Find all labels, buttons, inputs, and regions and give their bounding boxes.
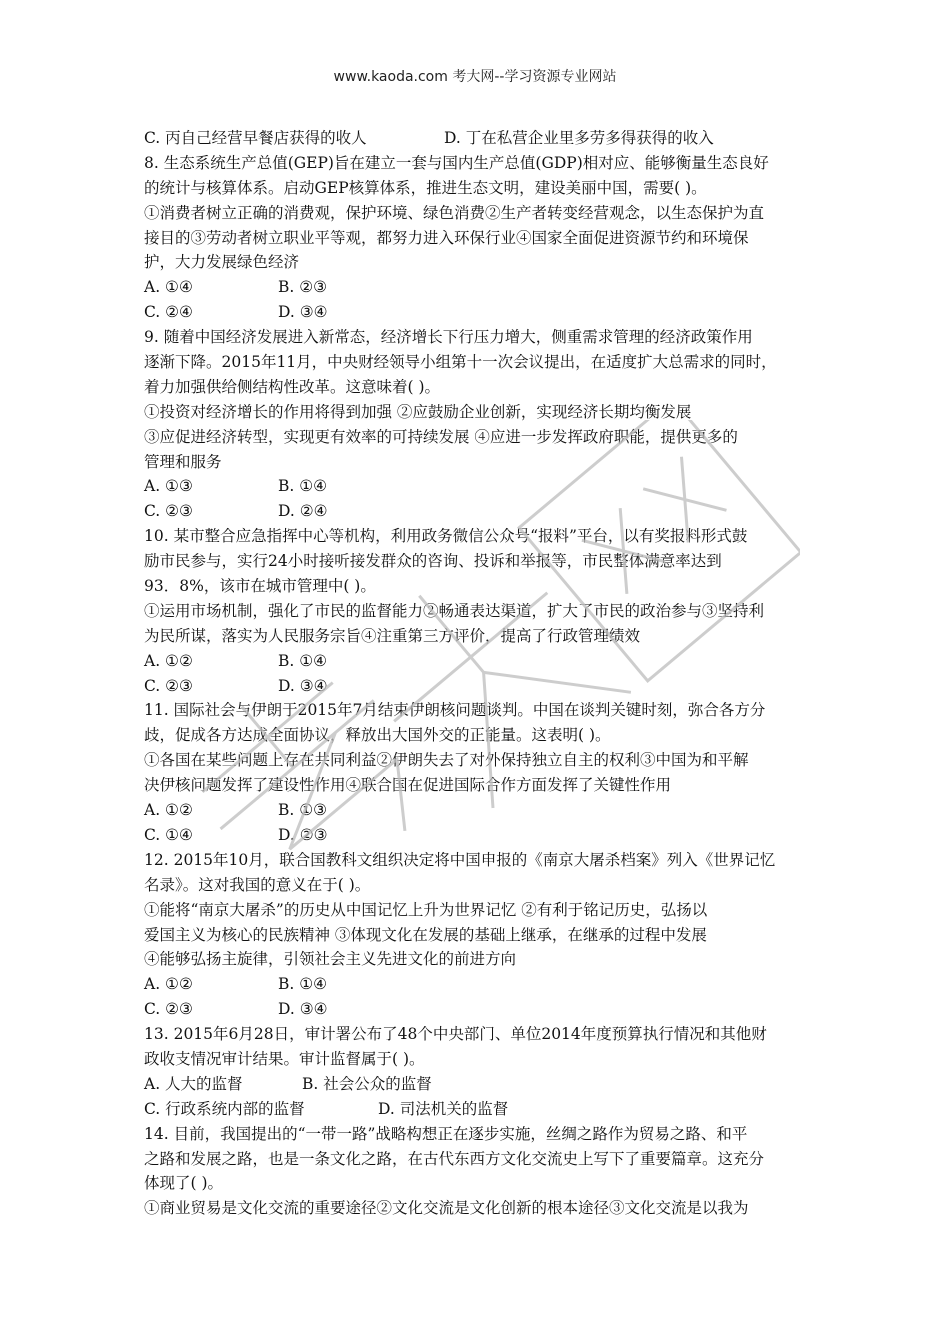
text-line: 8. 生态系统生产总值(GEP)旨在建立一套与国内生产总值(GDP)相对应、能够衡量生态良好 xyxy=(144,153,769,172)
answer-option: A. ①② xyxy=(144,975,193,994)
answer-option: C. ②③ xyxy=(144,676,193,695)
text-line: 接目的③劳动者树立职业平等观，都努力进入环保行业④国家全面促进资源节约和环境保 xyxy=(144,228,749,247)
page-header: www.kaoda.com 考大网--学习资源专业网站 xyxy=(333,69,617,85)
text-line: 9. 随着中国经济发展进入新常态，经济增长下行压力增大，侧重需求管理的经济政策作用 xyxy=(144,328,753,347)
text-line: ①消费者树立正确的消费观，保护环境、绿色消费②生产者转变经营观念，以生态保护为直 xyxy=(144,203,765,222)
text-line: 决伊核问题发挥了建设性作用④联合国在促进国际合作方面发挥了关键性作用 xyxy=(144,776,672,795)
text-line: 的统计与核算体系。启动GEP核算体系，推进生态文明，建设美丽中国，需要( )。 xyxy=(144,178,707,197)
answer-option: C. 行政系统内部的监督 xyxy=(144,1099,305,1118)
answer-option: D. 丁在私营企业里多劳多得获得的收入 xyxy=(444,129,714,147)
text-line: 爱国主义为核心的民族精神 ③体现文化在发展的基础上继承，在继承的过程中发展 xyxy=(144,925,707,944)
text-line: 护，大力发展绿色经济 xyxy=(144,253,300,272)
answer-options-row xyxy=(144,474,814,499)
answer-option: A. ①③ xyxy=(144,477,193,496)
text-line: ①能将“南京大屠杀”的历史从中国记忆上升为世界记忆 ②有利于铭记历史，弘扬以 xyxy=(144,900,708,919)
text-line: 管理和服务 xyxy=(144,452,222,471)
text-line: 逐渐下降。2015年11月，中央财经领导小组第十一次会议提出，在适度扩大总需求的同时， xyxy=(144,353,777,372)
answer-options-row xyxy=(144,997,814,1022)
answer-options-row xyxy=(144,1072,814,1097)
text-line: 政收支情况审计结果。审计监督属于( )。 xyxy=(144,1049,425,1068)
answer-option: C. 丙自己经营早餐店获得的收人 xyxy=(144,129,367,147)
answer-options-row xyxy=(144,972,814,997)
text-line: 13. 2015年6月28日，审计署公布了48个中央部门、单位2014年度预算执行情况和其他财 xyxy=(144,1025,767,1044)
answer-option: B. ①③ xyxy=(278,801,328,820)
answer-option: D. ②③ xyxy=(278,825,328,844)
answer-option: C. ②③ xyxy=(144,1000,193,1019)
answer-options-row xyxy=(144,674,814,699)
answer-options-row xyxy=(144,823,814,848)
answer-options-row xyxy=(144,798,814,823)
answer-option: B. ①④ xyxy=(278,975,328,994)
text-line: ①运用市场机制，强化了市民的监督能力②畅通表达渠道，扩大了市民的政治参与③坚持利 xyxy=(144,601,765,620)
answer-option: B. ①④ xyxy=(278,477,328,496)
text-line: 为民所谋，落实为人民服务宗旨④注重第三方评价，提高了行政管理绩效 xyxy=(144,626,641,645)
text-line: ③应促进经济转型，实现更有效率的可持续发展 ④应进一步发挥政府职能，提供更多的 xyxy=(144,427,738,446)
answer-option: D. ③④ xyxy=(278,676,328,695)
text-line: 12. 2015年10月，联合国教科文组织决定将中国申报的《南京大屠杀档案》列入《世界记忆 xyxy=(144,850,776,869)
answer-option: A. ①② xyxy=(144,651,193,670)
answer-option: D. 司法机关的监督 xyxy=(378,1099,509,1118)
document-body xyxy=(144,126,814,1221)
answer-option: B. 社会公众的监督 xyxy=(302,1074,432,1093)
answer-option: A. ①② xyxy=(144,801,193,820)
answer-option: C. ②④ xyxy=(144,303,193,322)
answer-option: A. ①④ xyxy=(144,278,193,297)
answer-options-row xyxy=(144,126,814,151)
answer-options-row xyxy=(144,1097,814,1122)
text-line: 14. 目前，我国提出的“一带一路”战略构想正在逐步实施，丝绸之路作为贸易之路、和平 xyxy=(144,1124,748,1143)
answer-option: D. ③④ xyxy=(278,1000,328,1019)
answer-option: B. ②③ xyxy=(278,278,328,297)
text-line: 歧，促成各方达成全面协议，释放出大国外交的正能量。这表明( )。 xyxy=(144,726,611,745)
text-line: 10. 某市整合应急指挥中心等机构，利用政务微信公众号“报料”平台，以有奖报料形式鼓 xyxy=(144,527,748,546)
text-line: ④能够弘扬主旋律，引领社会主义先进文化的前进方向 xyxy=(144,950,517,969)
answer-option: C. ②③ xyxy=(144,502,193,521)
answer-options-row xyxy=(144,649,814,674)
answer-options-row xyxy=(144,275,814,300)
answer-options-row xyxy=(144,300,814,325)
answer-option: D. ③④ xyxy=(278,303,328,322)
text-line: 体现了( )。 xyxy=(144,1174,224,1193)
answer-option: D. ②④ xyxy=(278,502,328,521)
text-line: ①投资对经济增长的作用将得到加强 ②应鼓励企业创新，实现经济长期均衡发展 xyxy=(144,402,692,421)
answer-option: B. ①④ xyxy=(278,651,328,670)
text-line: 11. 国际社会与伊朗于2015年7月结束伊朗核问题谈判。中国在谈判关键时刻，弥合各方分 xyxy=(144,701,766,720)
answer-options-row xyxy=(144,499,814,524)
answer-option: A. 人大的监督 xyxy=(144,1074,243,1093)
text-line: 着力加强供给侧结构性改革。这意味着( )。 xyxy=(144,377,441,396)
text-line: 名录》。这对我国的意义在于( )。 xyxy=(144,875,371,894)
text-line: 93．8%，该市在城市管理中( )。 xyxy=(144,577,376,596)
text-line: 励市民参与，实行24小时接听接发群众的咨询、投诉和举报等，市民整体满意率达到 xyxy=(144,552,722,571)
answer-option: C. ①④ xyxy=(144,825,193,844)
text-line: ①商业贸易是文化交流的重要途径②文化交流是文化创新的根本途径③文化交流是以我为 xyxy=(144,1199,749,1218)
text-line: ①各国在某些问题上存在共同利益②伊朗失去了对外保持独立自主的权利③中国为和平解 xyxy=(144,751,749,770)
text-line: 之路和发展之路，也是一条文化之路，在古代东西方文化交流史上写下了重要篇章。这充分 xyxy=(144,1149,765,1168)
